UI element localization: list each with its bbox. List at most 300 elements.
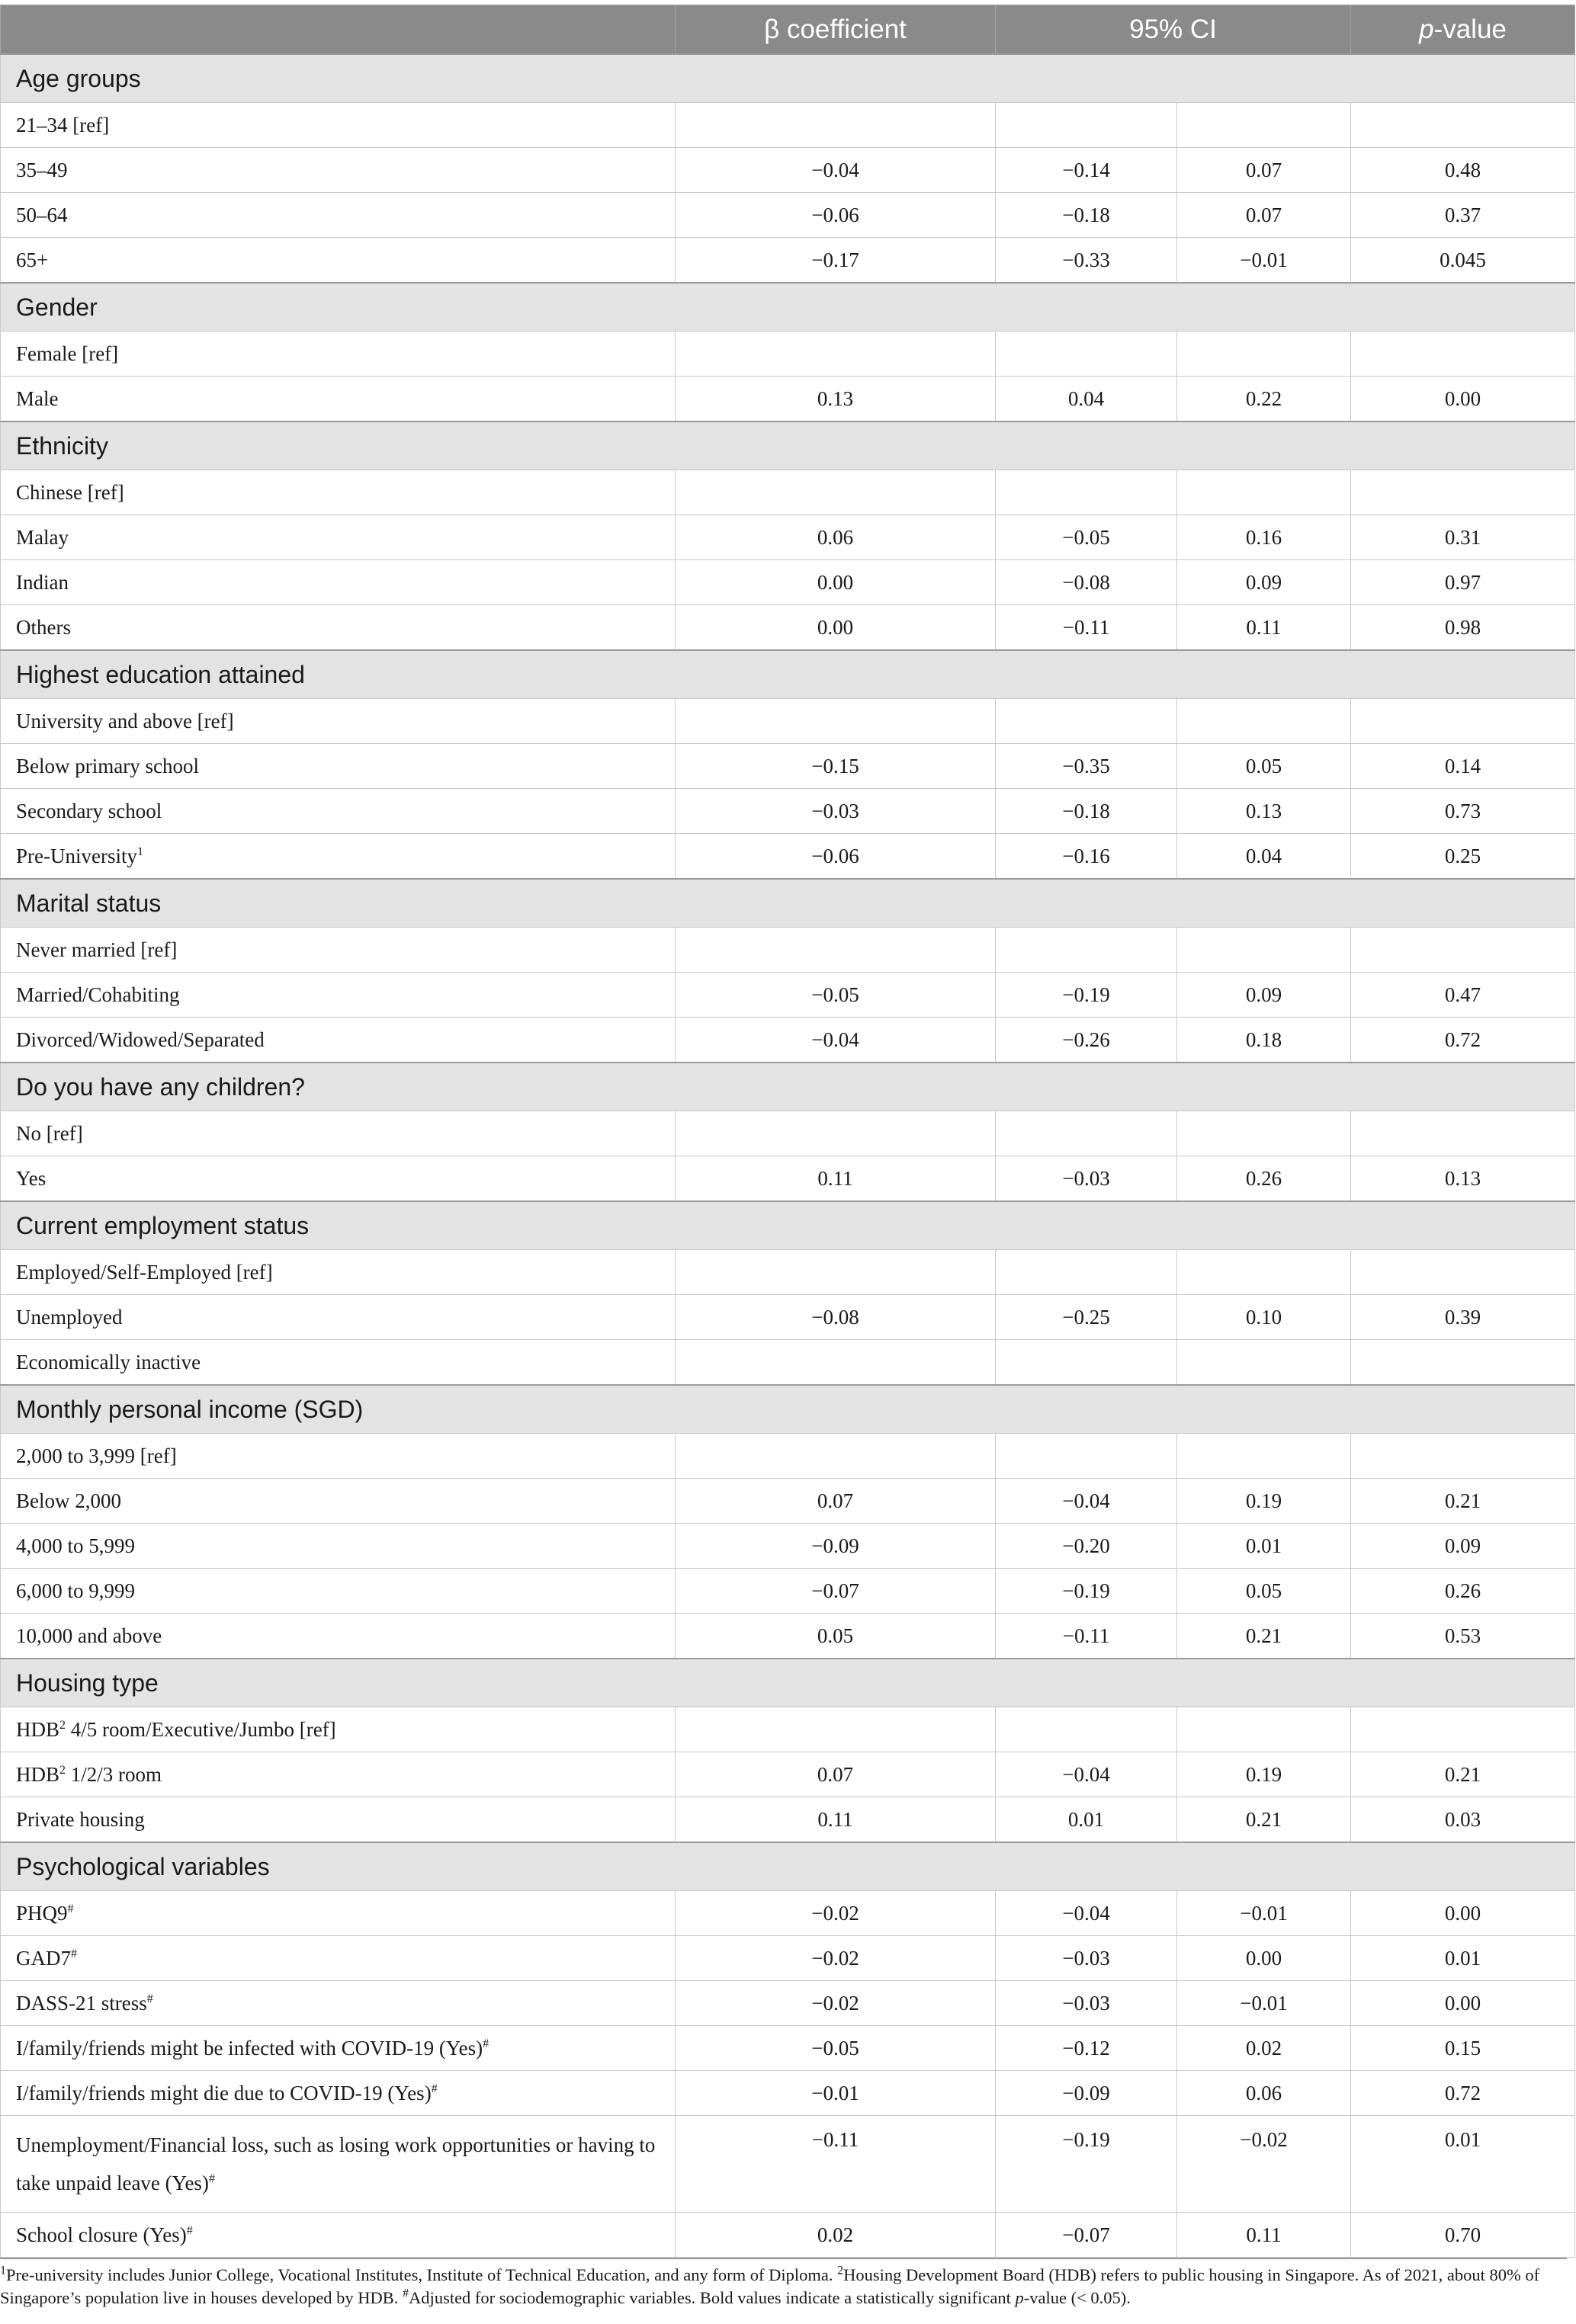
ci-lower-cell: −0.19 — [996, 973, 1177, 1018]
ci-lower-cell — [996, 470, 1177, 515]
ci-upper-cell: 0.21 — [1177, 1614, 1351, 1659]
ci-upper-cell: −0.02 — [1177, 2116, 1351, 2213]
p-value-cell: 0.70 — [1351, 2213, 1575, 2258]
ci-upper-cell: 0.02 — [1177, 2026, 1351, 2071]
beta-coefficient-cell: −0.02 — [676, 1936, 996, 1981]
table-header — [1, 5, 1575, 55]
p-value-cell: 0.39 — [1351, 1295, 1575, 1340]
ci-lower-cell: −0.08 — [996, 560, 1177, 605]
ci-lower-cell: −0.03 — [996, 1936, 1177, 1981]
row-label-text: Female [ref] — [16, 341, 119, 365]
row-label-suffix: 1/2/3 room — [66, 1762, 162, 1786]
beta-coefficient-cell: 0.07 — [676, 1479, 996, 1524]
row-label-text: HDB — [16, 1717, 60, 1741]
section-title: Age groups — [1, 54, 1575, 103]
ci-upper-cell: 0.13 — [1177, 789, 1351, 834]
ci-lower-cell — [996, 1250, 1177, 1295]
row-label — [1, 1752, 676, 1797]
row-label-text: I/family/friends might die due to COVID-19 (Yes) — [16, 2081, 432, 2104]
section-title: Psychological variables — [1, 1842, 1575, 1891]
table-row — [1, 2116, 1575, 2213]
beta-coefficient-cell: −0.05 — [676, 973, 996, 1018]
ci-upper-cell — [1177, 1434, 1351, 1479]
table-row — [1, 103, 1575, 148]
section-header-row — [1, 1201, 1575, 1250]
p-value-cell — [1351, 103, 1575, 148]
ci-upper-cell — [1177, 1111, 1351, 1156]
row-label-text: HDB — [16, 1762, 60, 1786]
ci-upper-cell: 0.05 — [1177, 1569, 1351, 1614]
row-label-text: School closure (Yes) — [16, 2223, 187, 2246]
beta-coefficient-cell — [676, 332, 996, 377]
row-label-text: Male — [16, 386, 59, 410]
row-label — [1, 1156, 676, 1202]
p-value-cell — [1351, 1111, 1575, 1156]
beta-coefficient-cell: −0.11 — [676, 2116, 996, 2213]
ci-lower-cell: −0.05 — [996, 515, 1177, 560]
row-label — [1, 1111, 676, 1156]
row-label-text: Below 2,000 — [16, 1489, 121, 1512]
ci-lower-cell: −0.16 — [996, 834, 1177, 880]
row-label — [1, 332, 676, 377]
ci-lower-cell: −0.11 — [996, 1614, 1177, 1659]
beta-coefficient-cell: −0.05 — [676, 2026, 996, 2071]
ci-upper-cell: 0.26 — [1177, 1156, 1351, 1202]
p-value-cell: 0.25 — [1351, 834, 1575, 880]
row-label-text: Malay — [16, 525, 69, 549]
beta-coefficient-cell — [676, 1434, 996, 1479]
table-row — [1, 1018, 1575, 1063]
row-label-superscript: # — [67, 1902, 74, 1915]
ci-lower-cell: −0.11 — [996, 605, 1177, 651]
row-label — [1, 238, 676, 284]
row-label-text: No [ref] — [16, 1121, 83, 1145]
row-label — [1, 1434, 676, 1479]
ci-upper-cell: 0.10 — [1177, 1295, 1351, 1340]
table-row — [1, 1936, 1575, 1981]
beta-coefficient-cell — [676, 928, 996, 973]
ci-lower-cell — [996, 1434, 1177, 1479]
p-value-cell: 0.48 — [1351, 148, 1575, 193]
table-row — [1, 789, 1575, 834]
beta-coefficient-cell — [676, 1340, 996, 1386]
p-value-cell — [1351, 699, 1575, 744]
ci-lower-cell: −0.26 — [996, 1018, 1177, 1063]
ci-upper-cell: 0.05 — [1177, 744, 1351, 789]
ci-lower-cell: −0.04 — [996, 1891, 1177, 1936]
row-label-superscript: # — [71, 1947, 77, 1960]
ci-upper-cell — [1177, 1250, 1351, 1295]
p-value-cell: 0.03 — [1351, 1797, 1575, 1843]
beta-coefficient-cell: −0.02 — [676, 1981, 996, 2026]
row-label-text: 50–64 — [16, 203, 68, 226]
table-row — [1, 193, 1575, 238]
row-label — [1, 1295, 676, 1340]
p-value-cell: 0.045 — [1351, 238, 1575, 284]
row-label — [1, 377, 676, 422]
row-label-text: Private housing — [16, 1807, 145, 1831]
section-header-row — [1, 879, 1575, 928]
ci-lower-cell: −0.12 — [996, 2026, 1177, 2071]
header-p-italic: p — [1419, 14, 1434, 44]
row-label — [1, 515, 676, 560]
header-p-value — [1351, 5, 1575, 55]
row-label-text: Chinese [ref] — [16, 480, 124, 504]
table-row — [1, 1707, 1575, 1752]
beta-coefficient-cell: −0.02 — [676, 1891, 996, 1936]
row-label-text: Yes — [16, 1166, 47, 1190]
section-header-row — [1, 54, 1575, 103]
table-row — [1, 1250, 1575, 1295]
ci-upper-cell: 0.16 — [1177, 515, 1351, 560]
section-header-row — [1, 1659, 1575, 1707]
beta-coefficient-cell: −0.17 — [676, 238, 996, 284]
row-label — [1, 1479, 676, 1524]
row-label-text: Unemployment/Financial loss, such as losing work opportunities or having to take unpaid leave (Yes) — [16, 2133, 656, 2194]
ci-lower-cell: −0.19 — [996, 1569, 1177, 1614]
header-p-suffix: -value — [1433, 14, 1507, 44]
p-value-cell: 0.15 — [1351, 2026, 1575, 2071]
ci-lower-cell: −0.18 — [996, 193, 1177, 238]
ci-lower-cell: −0.25 — [996, 1295, 1177, 1340]
p-value-cell: 0.21 — [1351, 1479, 1575, 1524]
p-value-cell: 0.47 — [1351, 973, 1575, 1018]
row-label-text: Divorced/Widowed/Separated — [16, 1027, 265, 1051]
row-label-suffix: 4/5 room/Executive/Jumbo [ref] — [66, 1717, 336, 1741]
p-value-cell: 0.72 — [1351, 2071, 1575, 2116]
footnote-sup-1: 1 — [0, 2264, 6, 2278]
table-row — [1, 1524, 1575, 1569]
footnote-sup-3: # — [403, 2287, 409, 2300]
row-label-superscript: # — [186, 2223, 193, 2237]
row-label-text: Never married [ref] — [16, 938, 178, 961]
row-label-text: Married/Cohabiting — [16, 982, 180, 1006]
ci-lower-cell: 0.01 — [996, 1797, 1177, 1843]
ci-lower-cell — [996, 332, 1177, 377]
row-label-text: 21–34 [ref] — [16, 113, 110, 136]
row-label-superscript: # — [483, 2037, 489, 2050]
table-row — [1, 148, 1575, 193]
beta-coefficient-cell: 0.00 — [676, 605, 996, 651]
row-label — [1, 699, 676, 744]
row-label-text: Unemployed — [16, 1305, 123, 1329]
row-label — [1, 193, 676, 238]
table-row — [1, 1569, 1575, 1614]
ci-upper-cell: 0.06 — [1177, 2071, 1351, 2116]
row-label-text: 35–49 — [16, 158, 68, 181]
table-row — [1, 1981, 1575, 2026]
row-label-superscript: 1 — [136, 845, 143, 858]
ci-upper-cell — [1177, 103, 1351, 148]
table-row — [1, 2026, 1575, 2071]
table-row — [1, 1434, 1575, 1479]
p-value-cell — [1351, 1707, 1575, 1752]
section-title: Do you have any children? — [1, 1063, 1575, 1111]
row-label-text: Economically inactive — [16, 1350, 201, 1374]
beta-coefficient-cell: −0.08 — [676, 1295, 996, 1340]
p-value-cell — [1351, 470, 1575, 515]
beta-coefficient-cell: 0.13 — [676, 377, 996, 422]
beta-coefficient-cell: 0.00 — [676, 560, 996, 605]
ci-lower-cell: −0.33 — [996, 238, 1177, 284]
ci-upper-cell: −0.01 — [1177, 238, 1351, 284]
row-label-text: PHQ9 — [16, 1901, 68, 1925]
row-label-text: Indian — [16, 570, 69, 594]
row-label-text: DASS-21 stress — [16, 1991, 147, 2015]
beta-coefficient-cell: 0.06 — [676, 515, 996, 560]
ci-upper-cell: 0.04 — [1177, 834, 1351, 880]
ci-upper-cell — [1177, 470, 1351, 515]
row-label — [1, 2071, 676, 2116]
ci-upper-cell: 0.09 — [1177, 560, 1351, 605]
table-row — [1, 834, 1575, 880]
row-label — [1, 1981, 676, 2026]
section-title: Highest education attained — [1, 650, 1575, 699]
beta-coefficient-cell: 0.07 — [676, 1752, 996, 1797]
row-label-text: 65+ — [16, 248, 49, 271]
table-row — [1, 2071, 1575, 2116]
ci-upper-cell: 0.21 — [1177, 1797, 1351, 1843]
table-row — [1, 1156, 1575, 1202]
p-value-cell: 0.09 — [1351, 1524, 1575, 1569]
table-row — [1, 1797, 1575, 1843]
row-label — [1, 789, 676, 834]
table-row — [1, 515, 1575, 560]
beta-coefficient-cell: −0.03 — [676, 789, 996, 834]
row-label-superscript: 2 — [59, 1718, 66, 1732]
ci-upper-cell — [1177, 1340, 1351, 1386]
section-header-row — [1, 422, 1575, 470]
p-value-cell: 0.72 — [1351, 1018, 1575, 1063]
table-row — [1, 377, 1575, 422]
row-label — [1, 1524, 676, 1569]
row-label-superscript: 2 — [59, 1763, 66, 1777]
ci-upper-cell: 0.11 — [1177, 2213, 1351, 2258]
beta-coefficient-cell — [676, 699, 996, 744]
section-header-row — [1, 650, 1575, 699]
row-label — [1, 470, 676, 515]
section-title: Housing type — [1, 1659, 1575, 1707]
ci-upper-cell: 0.00 — [1177, 1936, 1351, 1981]
row-label — [1, 2213, 676, 2258]
table-row — [1, 605, 1575, 651]
footnote-text-4: -value (< 0.05). — [1023, 2288, 1131, 2307]
ci-lower-cell: 0.04 — [996, 377, 1177, 422]
ci-upper-cell: 0.22 — [1177, 377, 1351, 422]
beta-coefficient-cell: 0.05 — [676, 1614, 996, 1659]
beta-coefficient-cell: −0.04 — [676, 148, 996, 193]
footnote-text-3: Adjusted for sociodemographic variables. Bold values indicate a statistically significant — [409, 2288, 1016, 2307]
header-beta-coefficient: β coefficient — [676, 5, 996, 55]
table-row — [1, 973, 1575, 1018]
beta-coefficient-cell: −0.06 — [676, 193, 996, 238]
ci-lower-cell — [996, 1340, 1177, 1386]
row-label-text: 10,000 and above — [16, 1624, 162, 1647]
ci-upper-cell: −0.01 — [1177, 1891, 1351, 1936]
row-label-text: University and above [ref] — [16, 709, 234, 732]
row-label-superscript: # — [146, 1992, 153, 2005]
row-label-text: I/family/friends might be infected with COVID-19 (Yes) — [16, 2036, 483, 2060]
row-label — [1, 744, 676, 789]
ci-upper-cell: 0.01 — [1177, 1524, 1351, 1569]
row-label-text: Pre-University — [16, 844, 137, 867]
beta-coefficient-cell: −0.06 — [676, 834, 996, 880]
footnote-text-1: Pre-university includes Junior College, Vocational Institutes, Institute of Technical Education, and any form of Diploma. — [6, 2265, 838, 2284]
row-label — [1, 1340, 676, 1386]
p-value-cell: 0.01 — [1351, 1936, 1575, 1981]
header-blank-cell — [1, 5, 676, 55]
p-value-cell: 0.37 — [1351, 193, 1575, 238]
p-value-cell: 0.53 — [1351, 1614, 1575, 1659]
ci-upper-cell: 0.19 — [1177, 1752, 1351, 1797]
ci-lower-cell: −0.07 — [996, 2213, 1177, 2258]
row-label — [1, 103, 676, 148]
row-label — [1, 1569, 676, 1614]
ci-lower-cell: −0.03 — [996, 1156, 1177, 1202]
beta-coefficient-cell: −0.09 — [676, 1524, 996, 1569]
p-value-cell: 0.00 — [1351, 377, 1575, 422]
beta-coefficient-cell: −0.15 — [676, 744, 996, 789]
row-label — [1, 1250, 676, 1295]
row-label — [1, 1797, 676, 1843]
p-value-cell: 0.00 — [1351, 1981, 1575, 2026]
table-row — [1, 1614, 1575, 1659]
p-value-cell: 0.00 — [1351, 1891, 1575, 1936]
row-label-text: Below primary school — [16, 754, 199, 777]
regression-table — [0, 5, 1575, 2258]
section-title: Marital status — [1, 879, 1575, 928]
ci-upper-cell: 0.07 — [1177, 193, 1351, 238]
ci-upper-cell — [1177, 928, 1351, 973]
ci-upper-cell: 0.11 — [1177, 605, 1351, 651]
ci-upper-cell — [1177, 1707, 1351, 1752]
table-row — [1, 1111, 1575, 1156]
row-label-text: Secondary school — [16, 799, 162, 822]
p-value-cell — [1351, 1340, 1575, 1386]
ci-lower-cell — [996, 1707, 1177, 1752]
beta-coefficient-cell: −0.04 — [676, 1018, 996, 1063]
p-value-cell: 0.97 — [1351, 560, 1575, 605]
ci-upper-cell: 0.19 — [1177, 1479, 1351, 1524]
p-value-cell — [1351, 928, 1575, 973]
section-title: Monthly personal income (SGD) — [1, 1385, 1575, 1434]
row-label — [1, 1018, 676, 1063]
p-value-cell: 0.73 — [1351, 789, 1575, 834]
ci-lower-cell: −0.20 — [996, 1524, 1177, 1569]
section-title: Gender — [1, 283, 1575, 332]
beta-coefficient-cell — [676, 103, 996, 148]
beta-coefficient-cell — [676, 470, 996, 515]
row-label — [1, 148, 676, 193]
p-value-cell: 0.21 — [1351, 1752, 1575, 1797]
row-label — [1, 928, 676, 973]
ci-upper-cell: −0.01 — [1177, 1981, 1351, 2026]
beta-coefficient-cell: 0.11 — [676, 1156, 996, 1202]
ci-upper-cell: 0.07 — [1177, 148, 1351, 193]
row-label-text: Others — [16, 615, 71, 639]
table-row — [1, 928, 1575, 973]
table-row — [1, 1891, 1575, 1936]
ci-upper-cell: 0.09 — [1177, 973, 1351, 1018]
row-label-text: 6,000 to 9,999 — [16, 1579, 136, 1602]
row-label — [1, 1614, 676, 1659]
ci-lower-cell: −0.04 — [996, 1752, 1177, 1797]
table-row — [1, 2213, 1575, 2258]
ci-lower-cell — [996, 103, 1177, 148]
ci-lower-cell — [996, 928, 1177, 973]
footnote-p-italic: p — [1015, 2288, 1024, 2307]
section-header-row — [1, 1385, 1575, 1434]
table-body — [1, 54, 1575, 2258]
p-value-cell: 0.01 — [1351, 2116, 1575, 2213]
row-label-text: Employed/Self-Employed [ref] — [16, 1260, 273, 1284]
footnote-text-2: Housing Development Board (HDB) refers to public housing in Singapore. As of 2021, about 80% of Singapore’s population live in houses developed by HDB. — [0, 2265, 1540, 2307]
ci-upper-cell — [1177, 332, 1351, 377]
p-value-cell — [1351, 1434, 1575, 1479]
p-value-cell: 0.26 — [1351, 1569, 1575, 1614]
table-row — [1, 332, 1575, 377]
row-label-text: 2,000 to 3,999 [ref] — [16, 1444, 177, 1467]
row-label — [1, 560, 676, 605]
p-value-cell: 0.31 — [1351, 515, 1575, 560]
p-value-cell — [1351, 332, 1575, 377]
row-label — [1, 2026, 676, 2071]
ci-lower-cell: −0.19 — [996, 2116, 1177, 2213]
table-row — [1, 1479, 1575, 1524]
row-label — [1, 1936, 676, 1981]
beta-coefficient-cell — [676, 1707, 996, 1752]
beta-coefficient-cell: −0.07 — [676, 1569, 996, 1614]
row-label — [1, 605, 676, 651]
p-value-cell — [1351, 1250, 1575, 1295]
row-label-superscript: # — [208, 2172, 215, 2185]
ci-lower-cell: −0.14 — [996, 148, 1177, 193]
section-header-row — [1, 283, 1575, 332]
row-label-superscript: # — [431, 2082, 438, 2095]
ci-lower-cell — [996, 1111, 1177, 1156]
section-header-row — [1, 1842, 1575, 1891]
p-value-cell: 0.14 — [1351, 744, 1575, 789]
beta-coefficient-cell — [676, 1250, 996, 1295]
section-title: Ethnicity — [1, 422, 1575, 470]
row-label — [1, 1891, 676, 1936]
table-row — [1, 744, 1575, 789]
beta-coefficient-cell: −0.01 — [676, 2071, 996, 2116]
footnote-sup-2: 2 — [837, 2264, 844, 2278]
table-row — [1, 699, 1575, 744]
section-header-row — [1, 1063, 1575, 1111]
beta-coefficient-cell — [676, 1111, 996, 1156]
ci-lower-cell: −0.18 — [996, 789, 1177, 834]
row-label — [1, 1707, 676, 1752]
table-row — [1, 470, 1575, 515]
ci-lower-cell: −0.04 — [996, 1479, 1177, 1524]
ci-lower-cell: −0.09 — [996, 2071, 1177, 2116]
beta-coefficient-cell: 0.11 — [676, 1797, 996, 1843]
table-row — [1, 1295, 1575, 1340]
ci-lower-cell: −0.35 — [996, 744, 1177, 789]
table-row — [1, 1752, 1575, 1797]
table-row — [1, 238, 1575, 284]
row-label — [1, 834, 676, 880]
table-row — [1, 560, 1575, 605]
row-label-text: GAD7 — [16, 1946, 71, 1970]
row-label-text: 4,000 to 5,999 — [16, 1534, 136, 1557]
table-footnote — [0, 2258, 1567, 2310]
ci-upper-cell — [1177, 699, 1351, 744]
row-label — [1, 973, 676, 1018]
table-row — [1, 1340, 1575, 1386]
